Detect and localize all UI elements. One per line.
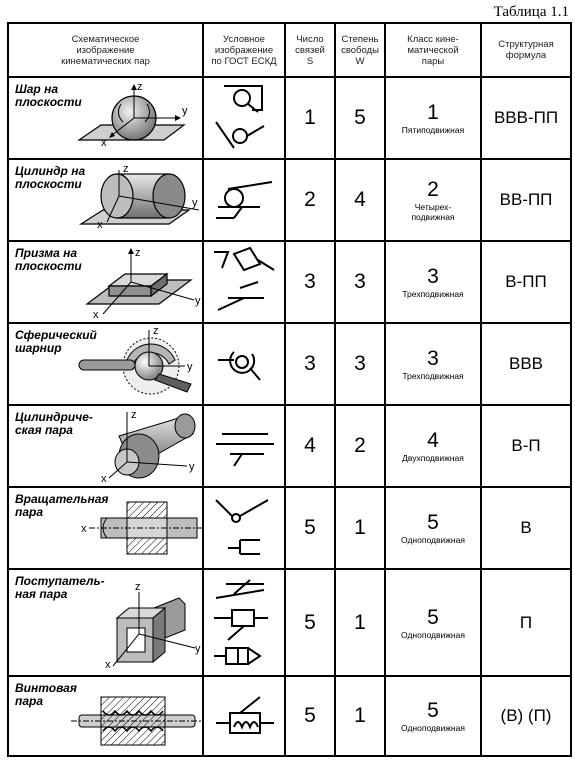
pair-name: Шар на плоскости (15, 82, 82, 109)
degrees-of-freedom: 1 (335, 487, 385, 569)
structural-formula: В (481, 487, 571, 569)
header-formula: Структурная формула (481, 23, 571, 77)
symbol-drawing (204, 406, 286, 486)
pair-class: 5 Одноподвижная (385, 569, 481, 676)
gost-symbol-spherical-joint (203, 323, 285, 405)
axis-y-label: y (182, 105, 188, 117)
pair-image-prismatic-pair (8, 569, 203, 676)
table-row (8, 323, 571, 405)
pair-class: 1 Пятиподвижная (385, 77, 481, 159)
pair-name: Сферический шарнир (15, 328, 97, 355)
axis-z-label: z (137, 81, 143, 93)
kinematic-pairs-table (7, 22, 572, 757)
pair-name: Поступатель- ная пара (15, 574, 105, 601)
table-row (8, 241, 571, 323)
svg-text:z: z (123, 163, 129, 175)
links-count: 2 (285, 159, 335, 241)
symbol-drawing (204, 160, 286, 240)
table-row (8, 159, 571, 241)
svg-text:z: z (135, 247, 141, 259)
pair-class: 2 Четырех- подвижная (385, 159, 481, 241)
pair-class: 4 Двухподвижная (385, 405, 481, 487)
links-count: 1 (285, 77, 335, 159)
pair-image-prism-on-plane (8, 241, 203, 323)
svg-text:y: y (187, 361, 193, 373)
table-row (8, 569, 571, 676)
degrees-of-freedom: 1 (335, 676, 385, 756)
structural-formula: ВВ-ПП (481, 159, 571, 241)
links-count: 5 (285, 676, 335, 756)
table-row (8, 77, 571, 159)
structural-formula: ВВВ (481, 323, 571, 405)
svg-text:x: x (93, 309, 99, 321)
structural-formula: В-ПП (481, 241, 571, 323)
structural-formula: ВВВ-ПП (481, 77, 571, 159)
degrees-of-freedom: 5 (335, 77, 385, 159)
header-s: Число связей S (285, 23, 335, 77)
pair-name: Цилиндр на плоскости (15, 164, 86, 191)
svg-text:x: x (105, 659, 111, 671)
header-row (8, 23, 571, 77)
header-class: Класс кине- матической пары (385, 23, 481, 77)
header-w: Степень свободы W (335, 23, 385, 77)
svg-text:y: y (192, 197, 198, 209)
pair-name: Цилиндриче- ская пара (15, 410, 93, 437)
gost-symbol-screw-pair (203, 676, 285, 756)
degrees-of-freedom: 2 (335, 405, 385, 487)
svg-text:z: z (135, 581, 141, 593)
structural-formula: (В) (П) (481, 676, 571, 756)
pair-class: 5 Одноподвижная (385, 676, 481, 756)
symbol-drawing (204, 488, 286, 568)
degrees-of-freedom: 3 (335, 241, 385, 323)
svg-text:y: y (195, 295, 201, 307)
structural-formula: П (481, 569, 571, 676)
svg-text:z: z (131, 409, 137, 421)
pair-image-cylindrical-pair (8, 405, 203, 487)
pair-name: Винтовая пара (15, 681, 77, 708)
svg-text:y: y (189, 461, 195, 473)
svg-text:x: x (97, 219, 103, 231)
table-caption: Таблица 1.1 (493, 4, 569, 20)
gost-symbol-cylinder-on-plane (203, 159, 285, 241)
pair-class: 5 Одноподвижная (385, 487, 481, 569)
axis-x-label: x (101, 137, 107, 149)
pair-name: Призма на плоскости (15, 246, 82, 273)
degrees-of-freedom: 4 (335, 159, 385, 241)
degrees-of-freedom: 1 (335, 569, 385, 676)
pair-image-screw-pair (8, 676, 203, 756)
pair-image-ball-on-plane (8, 77, 203, 159)
links-count: 3 (285, 241, 335, 323)
pair-image-cylinder-on-plane (8, 159, 203, 241)
structural-formula: В-П (481, 405, 571, 487)
symbol-drawing (204, 677, 286, 755)
svg-text:x: x (101, 473, 107, 485)
gost-symbol-cylindrical-pair (203, 405, 285, 487)
table-row (8, 405, 571, 487)
pair-image-spherical-joint (8, 323, 203, 405)
gost-symbol-prismatic-pair (203, 569, 285, 676)
svg-text:x: x (81, 523, 87, 535)
symbol-drawing (204, 324, 286, 404)
gost-symbol-ball-on-plane (203, 77, 285, 159)
links-count: 4 (285, 405, 335, 487)
header-symbol: Условное изображение по ГОСТ ЕСКД (203, 23, 285, 77)
table-row (8, 487, 571, 569)
symbol-drawing (204, 78, 286, 158)
gost-symbol-prism-on-plane (203, 241, 285, 323)
degrees-of-freedom: 3 (335, 323, 385, 405)
header-image: Схематическое изображение кинематических пар (8, 23, 203, 77)
table-row (8, 676, 571, 756)
links-count: 5 (285, 569, 335, 676)
pair-class: 3 Трехподвижная (385, 323, 481, 405)
gost-symbol-revolute-pair (203, 487, 285, 569)
links-count: 5 (285, 487, 335, 569)
symbol-drawing (204, 570, 286, 675)
links-count: 3 (285, 323, 335, 405)
svg-text:y: y (195, 643, 201, 655)
pair-name: Вращательная пара (15, 492, 109, 519)
svg-text:z: z (153, 325, 159, 337)
symbol-drawing (204, 242, 286, 322)
pair-class: 3 Трехподвижная (385, 241, 481, 323)
pair-image-revolute-pair (8, 487, 203, 569)
